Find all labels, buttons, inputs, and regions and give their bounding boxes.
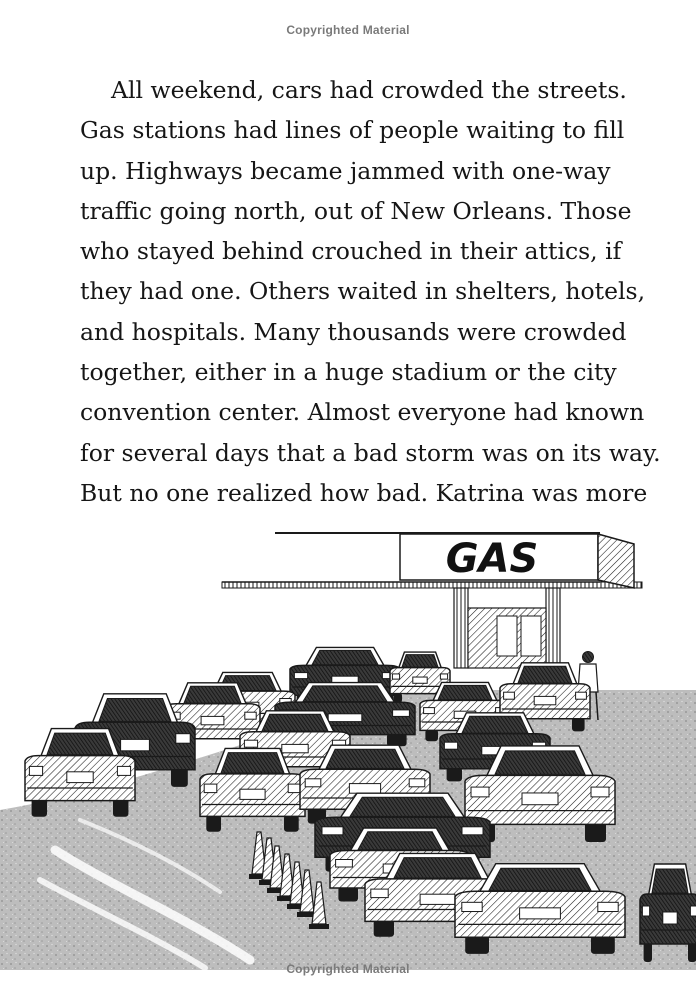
text-line: together, either in a huge stadium or the city xyxy=(80,358,617,387)
text-line: But no one realized how bad. Katrina was more xyxy=(80,478,648,507)
text-line: for several days that a bad storm was on its way. xyxy=(80,438,661,467)
text-line: who stayed behind crouched in their attics, if xyxy=(80,237,622,266)
gas-station-illustration xyxy=(0,520,696,970)
text-line: traffic going north, out of New Orleans. Those xyxy=(80,196,632,225)
gas-station-canopy xyxy=(222,533,642,668)
text-line: All weekend, cars had crowded the streets. xyxy=(111,76,627,104)
text-line: up. Highways became jammed with one-way xyxy=(80,156,611,185)
copyright-watermark-top: Copyrighted Material xyxy=(286,23,410,37)
copyright-watermark-bottom: Copyrighted Material xyxy=(286,962,410,976)
text-line: Gas stations had lines of people waiting to fill xyxy=(80,116,625,145)
page-text xyxy=(80,70,661,513)
gas-sign-text: GAS xyxy=(445,536,539,582)
text-line: and hospitals. Many thousands were crowded xyxy=(80,317,627,346)
text-line: they had one. Others waited in shelters, hotels, xyxy=(80,277,646,306)
text-line: convention center. Almost everyone had known xyxy=(80,398,645,427)
